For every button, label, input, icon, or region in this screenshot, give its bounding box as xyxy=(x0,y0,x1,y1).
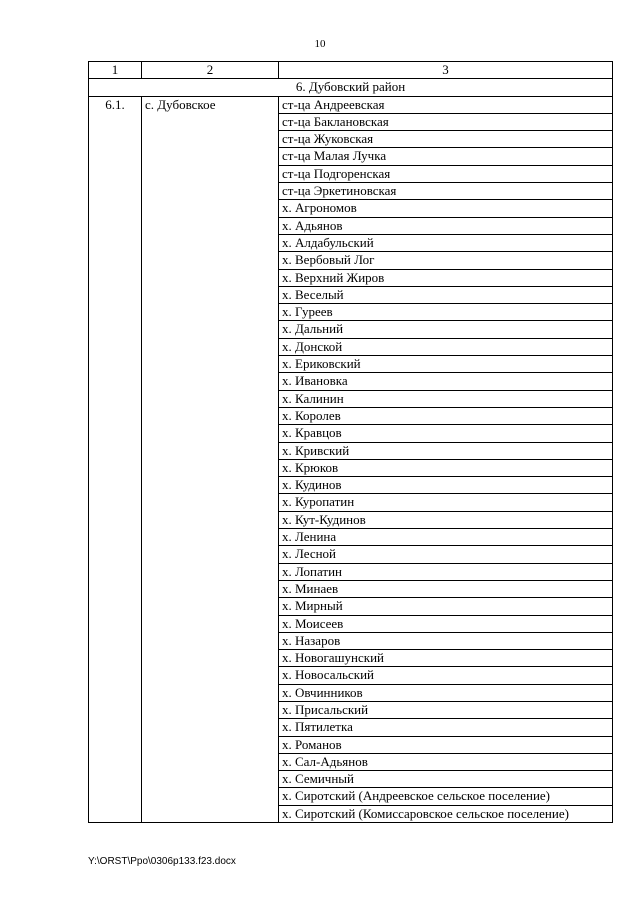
locality-name: х. Сал-Адьянов xyxy=(279,753,613,770)
locality-name: х. Овчинников xyxy=(279,684,613,701)
table-row xyxy=(89,96,613,113)
row-number: 6.1. xyxy=(89,96,142,822)
locality-name: х. Мирный xyxy=(279,598,613,615)
locality-name: х. Романов xyxy=(279,736,613,753)
locality-name: ст-ца Эркетиновская xyxy=(279,183,613,200)
district-title: 6. Дубовский район xyxy=(89,79,613,96)
locality-name: ст-ца Андреевская xyxy=(279,96,613,113)
locality-name: х. Ивановка xyxy=(279,373,613,390)
table-header-row xyxy=(89,62,613,79)
localities-table-body xyxy=(89,62,613,823)
localities-table xyxy=(88,61,613,823)
locality-name: х. Ериковский xyxy=(279,356,613,373)
locality-name: х. Семичный xyxy=(279,771,613,788)
district-row xyxy=(89,79,613,96)
locality-name: х. Назаров xyxy=(279,632,613,649)
locality-name: х. Королев xyxy=(279,407,613,424)
locality-name: х. Алдабульский xyxy=(279,234,613,251)
locality-name: х. Присальский xyxy=(279,701,613,718)
locality-name: х. Кравцов xyxy=(279,425,613,442)
locality-name: х. Крюков xyxy=(279,459,613,476)
locality-name: х. Гуреев xyxy=(279,304,613,321)
locality-name: х. Сиротский (Комиссаровское сельское поселение) xyxy=(279,805,613,822)
locality-name: х. Лесной xyxy=(279,546,613,563)
locality-name: х. Вербовый Лог xyxy=(279,252,613,269)
locality-name: х. Кут-Кудинов xyxy=(279,511,613,528)
locality-name: ст-ца Жуковская xyxy=(279,131,613,148)
header-col-2: 2 xyxy=(142,62,279,79)
locality-name: х. Кривский xyxy=(279,442,613,459)
locality-name: ст-ца Подгоренская xyxy=(279,165,613,182)
locality-name: х. Калинин xyxy=(279,390,613,407)
locality-name: х. Новогашунский xyxy=(279,650,613,667)
locality-name: х. Новосальский xyxy=(279,667,613,684)
locality-name: х. Сиротский (Андреевское сельское поселение) xyxy=(279,788,613,805)
locality-name: х. Верхний Жиров xyxy=(279,269,613,286)
locality-name: х. Минаев xyxy=(279,580,613,597)
footer-file-path: Y:\ORST\Ppo\0306p133.f23.docx xyxy=(88,856,236,867)
locality-name: х. Пятилетка xyxy=(279,719,613,736)
locality-name: х. Лопатин xyxy=(279,563,613,580)
locality-name: х. Куропатин xyxy=(279,494,613,511)
settlement-name: с. Дубовское xyxy=(142,96,279,822)
locality-name: ст-ца Баклановская xyxy=(279,113,613,130)
locality-name: х. Кудинов xyxy=(279,477,613,494)
locality-name: х. Ленина xyxy=(279,529,613,546)
locality-name: х. Агрономов xyxy=(279,200,613,217)
locality-name: ст-ца Малая Лучка xyxy=(279,148,613,165)
locality-name: х. Моисеев xyxy=(279,615,613,632)
locality-name: х. Дальний xyxy=(279,321,613,338)
locality-name: х. Веселый xyxy=(279,286,613,303)
header-col-3: 3 xyxy=(279,62,613,79)
locality-name: х. Адьянов xyxy=(279,217,613,234)
page-number: 10 xyxy=(314,38,326,50)
locality-name: х. Донской xyxy=(279,338,613,355)
header-col-1: 1 xyxy=(89,62,142,79)
